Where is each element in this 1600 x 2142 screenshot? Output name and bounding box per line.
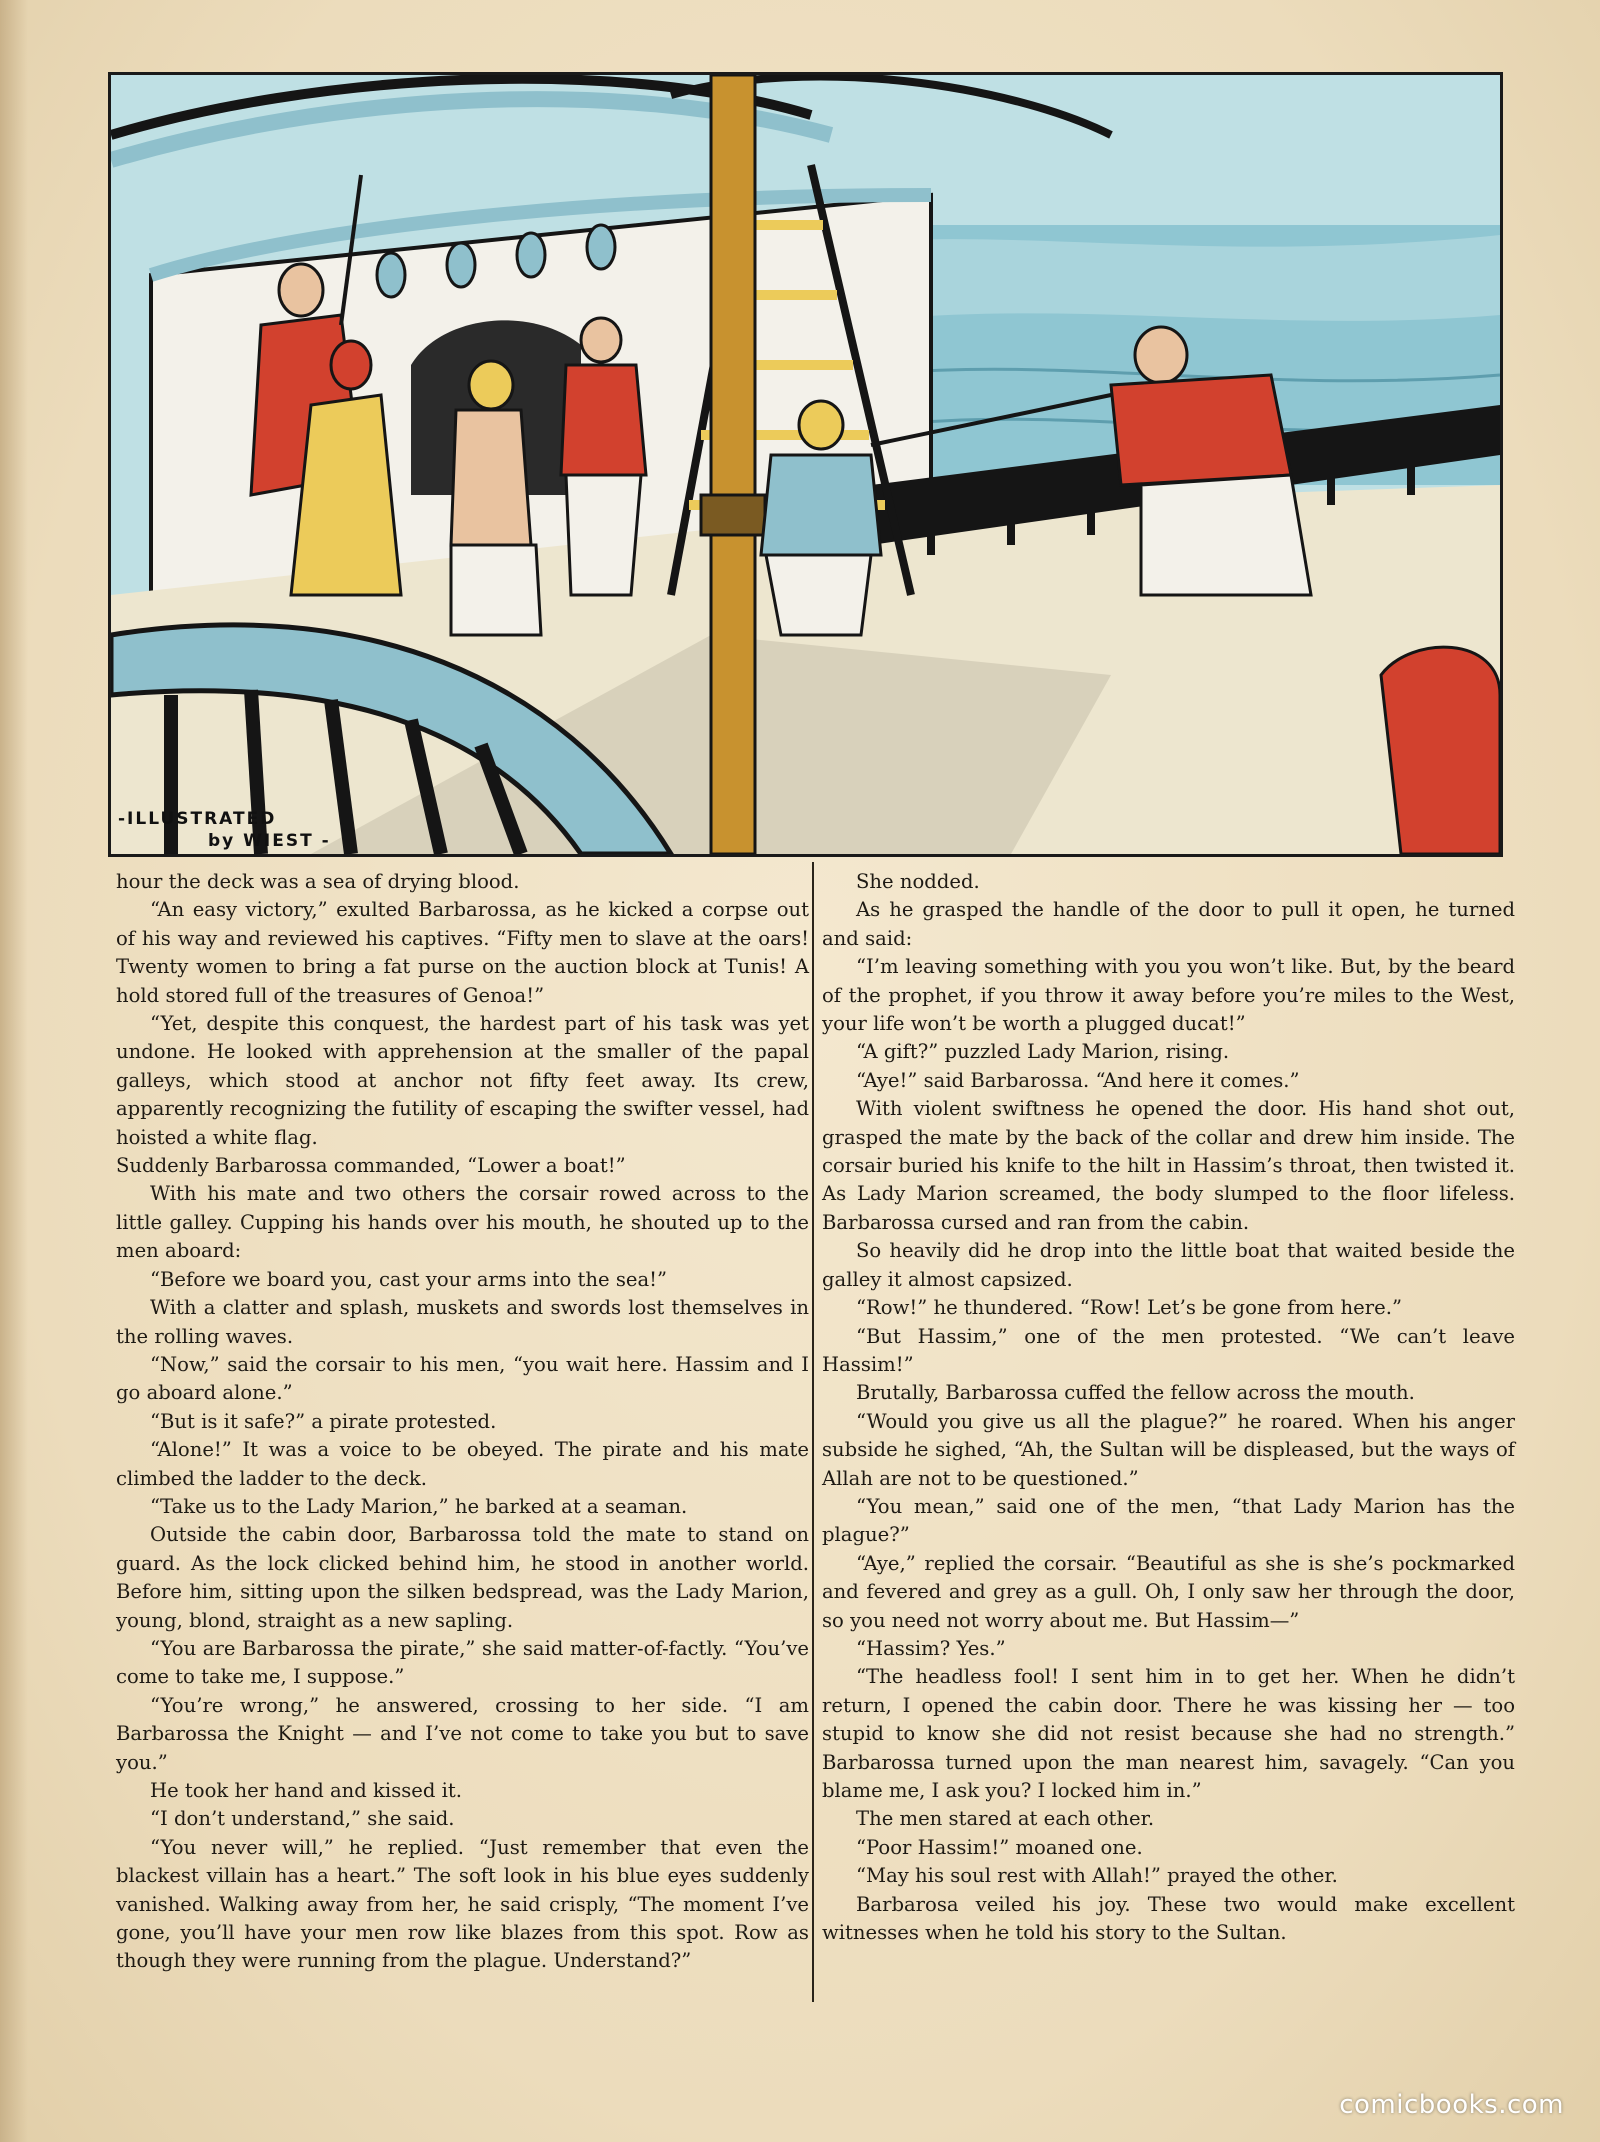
story-paragraph: “I’m leaving something with you you won’t like. But, by the beard of the prophet, if you throw it away before you’re miles to the West, your life won’t be worth a plugged ducat!” bbox=[822, 955, 1515, 1036]
story-paragraph: “You never will,” he replied. “Just remember that even the blackest villain has a heart.” The soft look in his blue eyes suddenly vanished. Walking away from her, he said crisply, “The moment I’ve gone, you’ll have your men row like blazes from this spot. Row as though they were running from the plague. Understand?” bbox=[116, 1835, 809, 1973]
story-paragraph: She nodded. bbox=[856, 870, 980, 893]
story-paragraph: “Before we board you, cast your arms into the sea!” bbox=[150, 1267, 668, 1291]
story-paragraph: Barbarosa veiled his joy. These two would make excellent witnesses when he told his story to the Sultan. bbox=[822, 1892, 1515, 1945]
story-paragraph: “Row!” he thundered. “Row! Let’s be gone from here.” bbox=[856, 1296, 1402, 1320]
story-paragraph: “But is it safe?” a pirate protested. bbox=[150, 1409, 497, 1433]
story-paragraph: “You are Barbarossa the pirate,” she said matter-of-factly. “You’ve come to take me, I suppose.” bbox=[116, 1636, 809, 1689]
story-paragraph: hour the deck was a sea of drying blood. bbox=[116, 870, 520, 893]
left-text-column bbox=[116, 868, 809, 1976]
story-paragraph: “Poor Hassim!” moaned one. bbox=[856, 1835, 1143, 1859]
watermark: comicbooks.com bbox=[1339, 2090, 1564, 2120]
credit-line-1: -ILLUSTRATED bbox=[118, 809, 277, 829]
story-paragraph: “But Hassim,” one of the men protested. “We can’t leave Hassim!” bbox=[822, 1324, 1515, 1376]
story-paragraph: “Would you give us all the plague?” he roared. When his anger subside he sighed, “Ah, the Sultan will be displeased, but the ways of Allah are not to be questioned.” bbox=[822, 1409, 1515, 1490]
story-paragraph: “Take us to the Lady Marion,” he barked at a seaman. bbox=[150, 1494, 688, 1518]
spine-shadow bbox=[0, 0, 28, 2142]
story-paragraph: As he grasped the handle of the door to pull it open, he turned and said: bbox=[822, 898, 1515, 950]
story-paragraph: “The headless fool! I sent him in to get her. When he didn’t return, I opened the cabin door. There he was kissing her — too stupid to know she did not resist because she had no strength.” Barbarossa turned upon the man nearest him, savagely. “Can you blame me, I ask you? I locked him in.” bbox=[822, 1665, 1515, 1802]
story-paragraph: “Hassim? Yes.” bbox=[856, 1636, 1006, 1660]
story-paragraph: “Aye,” replied the corsair. “Beautiful as she is she’s pockmarked and fevered and grey as a gull. Oh, I only saw her through the door, so you need not worry about me. But Hassim—” bbox=[822, 1551, 1515, 1632]
credit-line-2: by WIEST - bbox=[208, 831, 331, 851]
story-paragraph: So heavily did he drop into the little boat that waited beside the galley it almost capsized. bbox=[822, 1239, 1515, 1291]
story-paragraph: “Alone!” It was a voice to be obeyed. The pirate and his mate climbed the ladder to the deck. bbox=[116, 1438, 809, 1490]
story-paragraph: With his mate and two others the corsair rowed across to the little galley. Cupping his hands over his mouth, he shouted up to the men aboard: bbox=[116, 1182, 809, 1263]
story-paragraph: With violent swiftness he opened the door. His hand shot out, grasped the mate by the back of the collar and drew him inside. The corsair buried his knife to the hilt in Hassim’s throat, then twisted it. As Lady Marion screamed, the body slumped to the floor lifeless. Barbarossa cursed and ran from the cabin. bbox=[822, 1097, 1515, 1234]
illustrator-credit bbox=[118, 808, 418, 852]
column-divider bbox=[812, 862, 814, 2002]
story-paragraph: “You’re wrong,” he answered, crossing to her side. “I am Barbarossa the Knight — and I’ve not come to take you but to save you.” bbox=[116, 1693, 809, 1774]
story-paragraph: “May his soul rest with Allah!” prayed the other. bbox=[856, 1864, 1338, 1888]
story-paragraph: Outside the cabin door, Barbarossa told the mate to stand on guard. As the lock clicked behind him, he stood in another world. Before him, sitting upon the silken bedspread, was the Lady Marion, young, blond, straight as a new sapling. bbox=[116, 1523, 809, 1632]
story-paragraph: The men stared at each other. bbox=[856, 1807, 1155, 1831]
story-paragraph: Brutally, Barbarossa cuffed the fellow across the mouth. bbox=[856, 1381, 1415, 1405]
story-paragraph: “Aye!” said Barbarossa. “And here it comes.” bbox=[856, 1068, 1300, 1092]
story-paragraph: With a clatter and splash, muskets and swords lost themselves in the rolling waves. bbox=[116, 1296, 809, 1348]
right-text-column bbox=[822, 868, 1515, 1947]
story-paragraph: “An easy victory,” exulted Barbarossa, as he kicked a corpse out of his way and reviewed his captives. “Fifty men to slave at the oars! Twenty women to bring a fat purse on the auction block at Tunis! A hold stored full of the treasures of Genoa!” bbox=[116, 898, 809, 1007]
story-paragraph: “I don’t understand,” she said. bbox=[150, 1807, 455, 1831]
story-paragraph: “A gift?” puzzled Lady Marion, rising. bbox=[856, 1040, 1230, 1064]
story-paragraph: “You mean,” said one of the men, “that Lady Marion has the plague?” bbox=[822, 1494, 1515, 1547]
ship-deck-illustration bbox=[108, 72, 1503, 857]
story-paragraph: “Now,” said the corsair to his men, “you wait here. Hassim and I go aboard alone.” bbox=[116, 1352, 809, 1405]
story-paragraph: “Yet, despite this conquest, the hardest part of his task was yet undone. He looked with apprehension at the smaller of the papal galleys, which stood at anchor not fifty feet away. Its crew, apparently recognizing the futility of escaping the swifter vessel, had hoisted a white flag. bbox=[116, 1012, 809, 1149]
story-paragraph: He took her hand and kissed it. bbox=[150, 1779, 463, 1802]
story-paragraph: Suddenly Barbarossa commanded, “Lower a boat!” bbox=[116, 1154, 626, 1178]
